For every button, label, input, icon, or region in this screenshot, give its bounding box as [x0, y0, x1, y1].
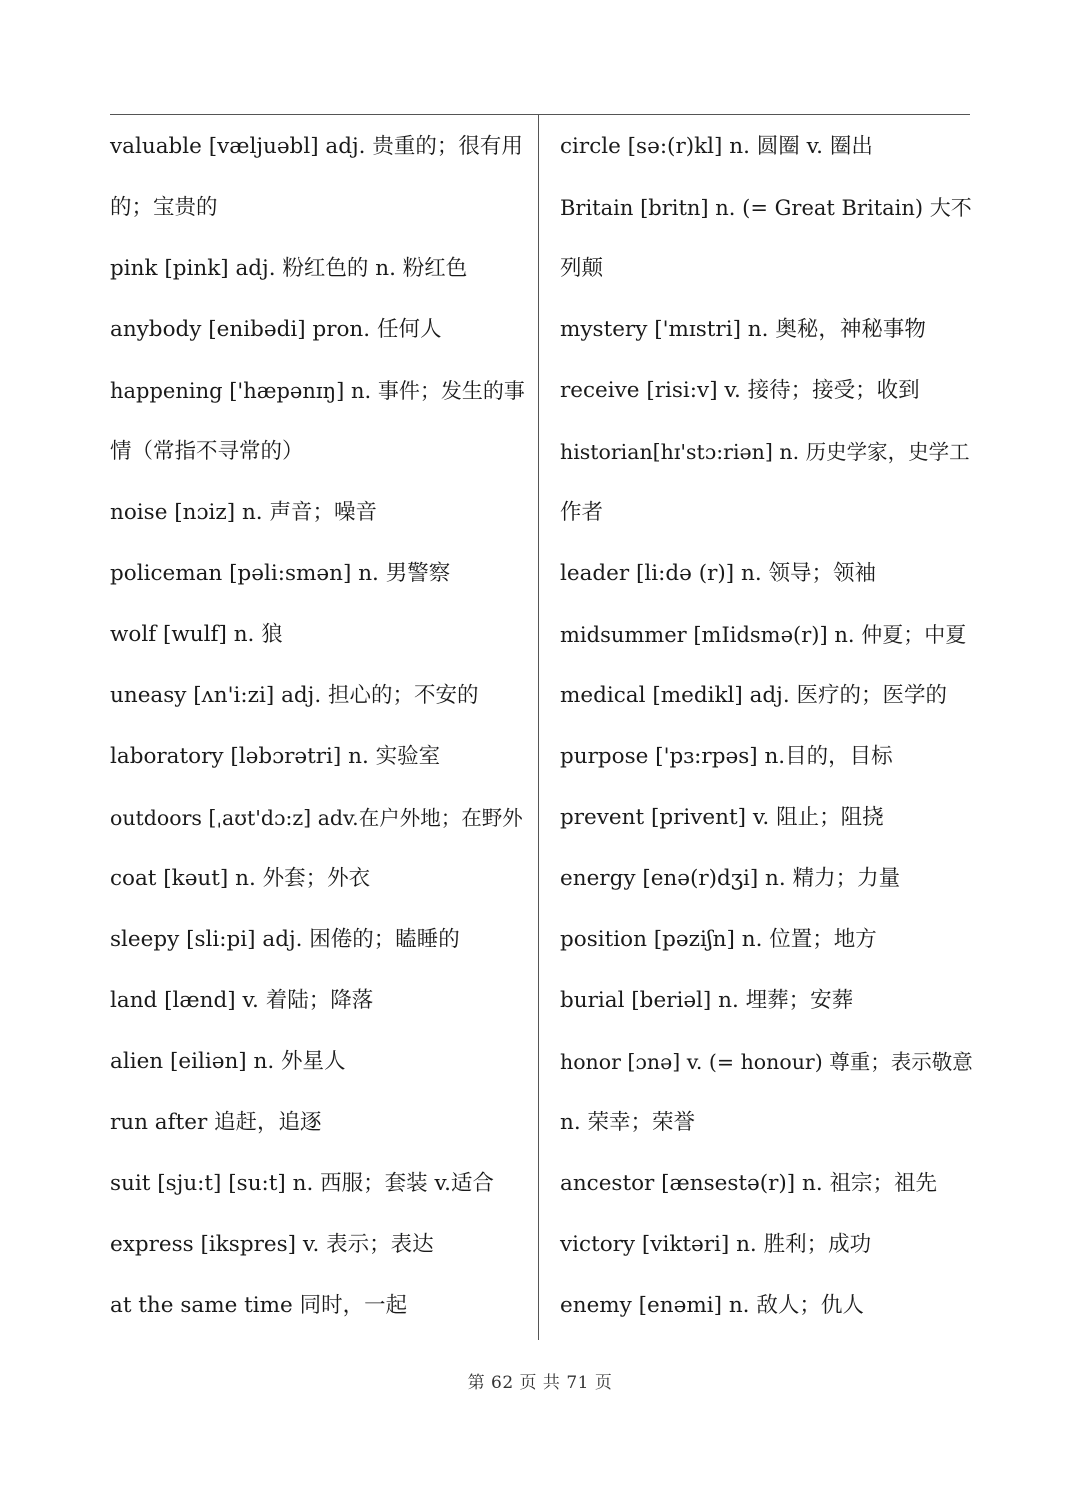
vocab-line: historian[hɪ'stɔ:riən] n. 历史学家，史学工	[560, 440, 970, 464]
vocab-line: land [lænd] v. 着陆；降落	[110, 988, 374, 1013]
vocab-line: leader [li:də (r)] n. 领导；领袖	[560, 561, 877, 586]
vocab-line: position [pəziʃn] n. 位置；地方	[560, 927, 877, 952]
vocab-line: victory [viktəri] n. 胜利；成功	[560, 1232, 872, 1257]
vocab-line: run after 追赶，追逐	[110, 1110, 322, 1135]
vocab-line: 情（常指不寻常的）	[110, 439, 304, 464]
vocab-line: burial [beriəl] n. 埋葬；安葬	[560, 988, 854, 1013]
vocab-line: medical [medikl] adj. 医疗的；医学的	[560, 683, 948, 708]
vocab-line: n. 荣幸；荣誉	[560, 1110, 696, 1135]
vocab-line: at the same time 同时，一起	[110, 1293, 408, 1318]
vocab-line: valuable [væljuəbl] adj. 贵重的；很有用	[110, 134, 523, 159]
vocab-line: noise [nɔiz] n. 声音；噪音	[110, 500, 377, 525]
vocab-line: laboratory [ləbɔrətri] n. 实验室	[110, 744, 441, 769]
page-number-footer: 第 62 页 共 71 页	[467, 1373, 613, 1393]
vocab-line: honor [ɔnə] v. (= honour) 尊重；表示敬意	[560, 1050, 973, 1074]
vocab-line: coat [kəut] n. 外套；外衣	[110, 866, 371, 891]
vocab-line: pink [pink] adj. 粉红色的 n. 粉红色	[110, 256, 468, 281]
vocab-line: policeman [pəli:smən] n. 男警察	[110, 561, 451, 586]
vocab-line: purpose ['pɜ:rpəs] n.目的，目标	[560, 744, 893, 769]
vocab-line: prevent [privent] v. 阻止；阻挠	[560, 805, 884, 830]
vocab-line: alien [eiliən] n. 外星人	[110, 1049, 346, 1074]
vocab-line: express [ikspres] v. 表示；表达	[110, 1232, 434, 1257]
header-rule	[110, 114, 970, 115]
vocab-line: sleepy [sli:pi] adj. 困倦的；瞌睡的	[110, 927, 460, 952]
vocab-line: energy [enə(r)dʒi] n. 精力；力量	[560, 866, 901, 891]
vocab-line: anybody [enibədi] pron. 任何人	[110, 317, 442, 342]
vocab-line: uneasy [ʌn'i:zi] adj. 担心的；不安的	[110, 683, 479, 708]
vocab-line: 的；宝贵的	[110, 195, 218, 220]
vocab-line: circle [sə:(r)kl] n. 圆圈 v. 圈出	[560, 134, 873, 159]
vocab-line: receive [risi:v] v. 接待；接受；收到	[560, 378, 920, 403]
vocab-line: Britain [britn] n. (= Great Britain) 大不	[560, 196, 972, 220]
vocab-line: happening ['hæpənɪŋ] n. 事件；发生的事	[110, 379, 525, 403]
vocab-line: 作者	[560, 500, 604, 525]
vocab-line: wolf [wulf] n. 狼	[110, 622, 283, 647]
vocab-line: ancestor [ænsestə(r)] n. 祖宗；祖先	[560, 1171, 938, 1196]
left-column	[110, 126, 530, 1346]
vocab-line: mystery ['mɪstri] n. 奥秘，神秘事物	[560, 317, 926, 342]
vocab-line: outdoors [ˌaʊt'dɔ:z] adv.在户外地；在野外	[110, 806, 523, 830]
vocab-line: 列颠	[560, 256, 604, 281]
column-divider	[538, 114, 539, 1340]
vocab-line: suit [sju:t] [su:t] n. 西服；套装 v.适合	[110, 1171, 494, 1196]
vocab-line: midsummer [mIidsmə(r)] n. 仲夏；中夏	[560, 623, 967, 647]
vocab-line: enemy [enəmi] n. 敌人；仇人	[560, 1293, 864, 1318]
right-column	[560, 126, 975, 1346]
